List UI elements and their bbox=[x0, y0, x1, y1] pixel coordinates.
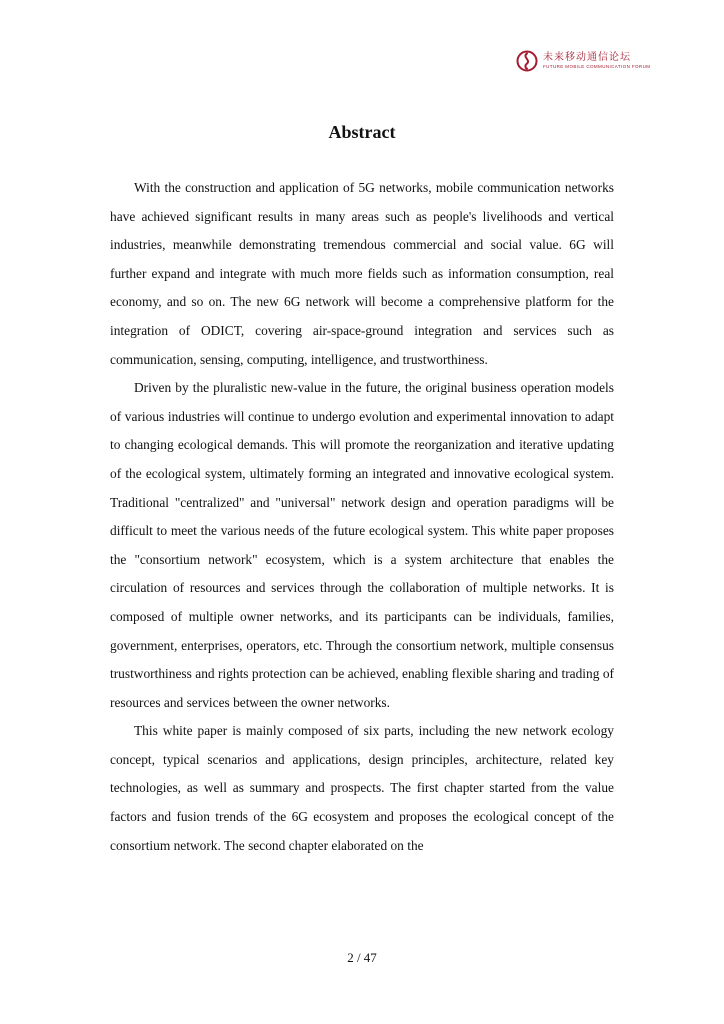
abstract-body bbox=[110, 174, 614, 860]
paragraph-3: This white paper is mainly composed of six parts, including the new network ecology concept, typical scenarios and applications, design principles, architecture, related key technologies, as well as summary and prospects. The first chapter started from the value factors and fusion trends of the 6G ecosystem and proposes the ecological concept of the consortium network. The second chapter elaborated on the bbox=[110, 723, 614, 853]
forum-logo-en: FUTURE MOBILE COMMUNICATION FORUM bbox=[543, 63, 651, 69]
forum-logo-icon bbox=[516, 50, 538, 72]
forum-logo-cn: 未来移动通信论坛 bbox=[543, 51, 631, 63]
page-number: 2 / 47 bbox=[347, 950, 377, 965]
paragraph-1: With the construction and application of 5G networks, mobile communication networks have achieved significant results in many areas such as people's livelihoods and vertical industries, meanwhile demonstrating tremendous commercial and social value. 6G will further expand and integrate with much more fields such as information consumption, real economy, and so on. The new 6G network will become a comprehensive platform for the integration of ODICT, covering air-space-ground integration and services such as communication, sensing, computing, intelligence, and trustworthiness. bbox=[110, 180, 614, 367]
forum-logo bbox=[516, 46, 651, 76]
paragraph-2: Driven by the pluralistic new-value in the future, the original business operation models of various industries will continue to undergo evolution and experimental innovation to adapt to changing ecological demands. This will promote the reorganization and iterative updating of the ecological system, ultimately forming an integrated and innovative ecological system. Traditional "centralized" and "universal" network design and operation paradigms will be difficult to meet the various needs of the future ecological system. This white paper proposes the "consortium network" ecosystem, which is a system architecture that enables the circulation of resources and services through the collaboration of multiple networks. It is composed of multiple owner networks, and its participants can be individuals, families, government, enterprises, operators, etc. Through the consortium network, multiple consensus trustworthiness and rights protection can be achieved, enabling flexible sharing and trading of resources and services between the owner networks. bbox=[110, 380, 614, 710]
forum-logo-text bbox=[543, 53, 650, 70]
page-title: Abstract bbox=[328, 122, 396, 142]
